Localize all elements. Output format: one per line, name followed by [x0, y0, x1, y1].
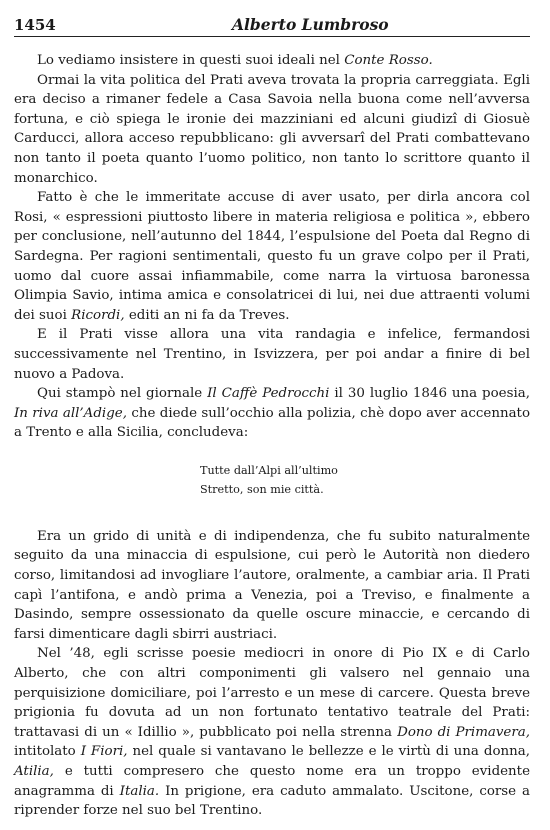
text-run: E il Prati visse allora una vita randagia e infelice, fermandosi successivamente nel Trentino, in Isvizzera, per poi andar a finire di bel nuovo a Padova.: [14, 327, 530, 382]
text-run: intitolato: [14, 744, 81, 760]
paragraph: [14, 188, 530, 325]
italic-text-run: Atilia,: [14, 764, 54, 779]
paragraph: [14, 644, 530, 820]
text-run: il 30 luglio 1846 una poesia,: [329, 386, 530, 402]
text-run: Ormai la vita politica del Prati aveva trovata la propria carreggiata. Egli era deciso a rimaner fedele a Casa Savoia nella buona come nell’avversa fortuna, e ciò spiega le ironie dei mazziniani ed alcuni giudizî di Giosuè Carducci, allora acceso repubblicano: gli avversarî del Prati combattevano non tanto il poeta quanto l’uomo politico, non tanto lo scrittore quanto il monarchico.: [14, 72, 530, 186]
text-run: Nel ’48, egli scrisse poesie mediocri in onore di Pio IX e di Carlo Alberto, che con altri componimenti gli valsero nel gennaio una perquisizione domiciliare, poi l’arresto e un mese di carcere. Questa breve prigionia fu dovuta ad un non fortunato tentativo teatrale del Prati: trattavasi di un « Idillio », pubblicato poi nella strenna: [14, 646, 530, 740]
page-number: 1454: [14, 16, 56, 34]
italic-text-run: Ricordi,: [71, 307, 125, 323]
text-run: che diede sull’occhio alla polizia, chè dopo aver accennato a Trento e alla Sicilia, concludeva:: [14, 405, 530, 441]
verse-quotation: [200, 461, 530, 499]
book-page: [14, 14, 530, 819]
running-head: Alberto Lumbroso: [232, 15, 389, 34]
italic-text-run: Il Caffè Pedrocchi: [207, 386, 330, 402]
text-run: In prigione, era caduto ammalato. Uscitone, corse a riprender forze nel suo bel Trentino.: [14, 783, 530, 819]
text-run: Qui stampò nel giornale: [37, 386, 208, 402]
italic-text-run: Conte Rosso.: [344, 53, 433, 68]
paragraph: [14, 527, 530, 645]
paragraph: [14, 325, 530, 384]
paragraph: [14, 51, 530, 71]
verse-line: Stretto, son mie città.: [200, 482, 324, 496]
text-run: editi an ni fa da Treves.: [124, 307, 290, 323]
verse-line: Tutte dall’Alpi all’ultimo: [200, 463, 338, 477]
body-text-bottom: [14, 527, 530, 821]
page-header: [14, 14, 530, 37]
text-run: e tutti compresero che questo nome era un troppo evidente anagramma di: [14, 764, 530, 799]
text-run: Fatto è che le immeritate accuse di aver usato, per dirla ancora col Rosi, « espressioni piuttosto libere in materia religiosa e politica », ebbero per conclusione, nell’autunno del 1844, l’espulsione del Poeta dal Regno di Sardegna. Per ragioni sentimentali, questo fu un grave colpo per il Prati, uomo dal cuore assai infiammabile, come narra la virtuosa baronessa Olimpia Savio, intima amica e consolatricei di lui, nei due attraenti volumi dei suoi: [14, 190, 530, 323]
text-run: Era un grido di unità e di indipendenza, che fu subito naturalmente seguito da una minaccia di espulsione, cui però le Autorità non diedero corso, limitandosi ad invogliare l’autore, oralmente, a cambiar aria. Il Prati capì l’antifona, e andò prima a Venezia, poi a Treviso, e finalmente a Dasindo, sempre ossessionato da quelle oscure minaccie, e cercando di farsi dimenticare dagli sbirri austriaci.: [14, 528, 530, 642]
paragraph: [14, 384, 530, 443]
paragraph: [14, 71, 530, 189]
italic-text-run: In riva all’Adige,: [14, 405, 127, 421]
italic-text-run: Dono di Primavera,: [397, 724, 531, 740]
body-text-top: [14, 51, 530, 443]
italic-text-run: Italia.: [119, 783, 160, 799]
text-run: nel quale si vantavano le bellezze e le virtù di una donna,: [127, 744, 530, 760]
italic-text-run: I Fiori,: [80, 744, 128, 760]
text-run: Lo vediamo insistere in questi suoi ideali nel: [37, 53, 345, 68]
